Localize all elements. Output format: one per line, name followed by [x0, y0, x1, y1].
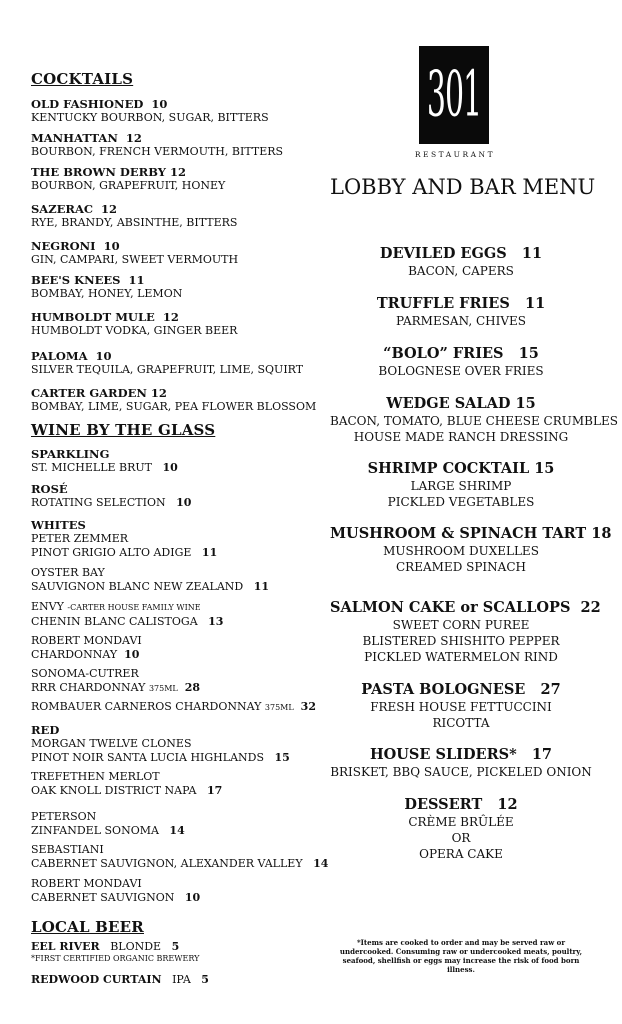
food-price: 18: [591, 525, 612, 542]
wine-item: [31, 532, 217, 560]
wine-category-label: WHITES: [31, 518, 86, 532]
wine-price: 11: [201, 546, 218, 559]
cocktail-name: BEE'S KNEES: [31, 273, 121, 287]
wine-producer: SONOMA-CUTRER: [31, 667, 139, 680]
wine-line: CHARDONNAY: [31, 648, 118, 661]
food-desc: RICOTTA: [432, 716, 490, 730]
food-title: TRUFFLE FRIES: [376, 295, 510, 312]
cocktail-desc: BOURBON, GRAPEFRUIT, HONEY: [31, 179, 226, 192]
beer-item: [31, 973, 209, 987]
food-price: 15: [518, 345, 539, 362]
cocktail-price: 10: [103, 239, 120, 253]
menu-title: LOBBY AND BAR MENU: [330, 175, 596, 199]
food-desc: BLISTERED SHISHITO PEPPER: [362, 634, 560, 648]
food-price: 22: [580, 599, 601, 616]
cocktail-name: OLD FASHIONED: [31, 97, 144, 111]
beer-heading: LOCAL BEER: [31, 918, 144, 936]
cocktail-price: 12: [162, 310, 179, 324]
food-desc: BRISKET, BBQ SAUCE, PICKELED ONION: [330, 765, 592, 779]
food-price: 17: [531, 746, 553, 763]
wine-item: [31, 877, 200, 905]
food-desc: SWEET CORN PUREE: [392, 618, 530, 632]
food-price: 15: [515, 395, 536, 412]
disclaimer-mark: *: [356, 938, 361, 947]
cocktail-item: [31, 349, 303, 377]
food-desc: OPERA CAKE: [419, 847, 503, 861]
wine-line: CABERNET SAUVIGNON: [31, 891, 175, 904]
wine-price: 17: [206, 784, 223, 797]
wine-price: 10: [176, 496, 192, 509]
food-item: [330, 460, 592, 510]
wine-item: [31, 843, 328, 871]
food-item: [330, 525, 612, 575]
cocktail-name: THE BROWN DERBY: [31, 165, 166, 179]
wine-price: 15: [274, 751, 290, 764]
wine-producer: SEBASTIANI: [31, 843, 104, 856]
food-price: 12: [497, 796, 518, 813]
wine-heading: WINE BY THE GLASS: [31, 421, 216, 439]
food-title: SALMON CAKE or SCALLOPS: [330, 599, 571, 616]
cocktail-price: 10: [151, 97, 168, 111]
wine-producer: ROBERT MONDAVI: [31, 634, 142, 647]
cocktail-desc: SILVER TEQUILA, GRAPEFRUIT, LIME, SQUIRT: [31, 363, 304, 376]
wine-producer: ENVY: [31, 600, 64, 613]
cocktail-price: 12: [101, 202, 118, 216]
cocktail-price: 12: [150, 386, 167, 400]
wine-sparkling: [31, 447, 178, 475]
wine-item: [31, 634, 142, 662]
cocktail-desc: RYE, BRANDY, ABSINTHE, BITTERS: [31, 216, 238, 229]
cocktail-desc: BOMBAY, LIME, SUGAR, PEA FLOWER BLOSSOM: [31, 400, 317, 413]
wine-item: [31, 566, 269, 594]
beer-name: REDWOOD CURTAIN: [31, 973, 162, 986]
food-desc: BOLOGNESE OVER FRIES: [378, 364, 544, 378]
disclaimer: [330, 938, 592, 974]
food-title: SHRIMP COCKTAIL: [367, 460, 530, 477]
food-price: 11: [525, 295, 546, 312]
cocktail-price: 11: [128, 273, 145, 287]
wine-price: 10: [184, 891, 201, 904]
cocktail-desc: BOMBAY, HONEY, LEMON: [31, 287, 183, 300]
cocktail-desc: HUMBOLDT VODKA, GINGER BEER: [31, 324, 238, 337]
cocktail-name: PALOMA: [31, 349, 88, 363]
wine-line: ST. MICHELLE BRUT: [31, 461, 153, 474]
food-desc: BACON, CAPERS: [408, 264, 514, 278]
cocktail-name: MANHATTAN: [31, 131, 118, 145]
beer-item: [31, 940, 199, 964]
food-price: 11: [521, 245, 543, 262]
food-item: [330, 245, 592, 279]
wine-price: 14: [169, 824, 185, 837]
food-title: DESSERT: [404, 796, 483, 813]
cocktails-heading: COCKTAILS: [31, 70, 134, 88]
cocktail-price: 10: [95, 349, 112, 363]
food-item: [330, 599, 601, 665]
food-title: DEVILED EGGS: [379, 245, 507, 262]
wine-size: 375ML: [148, 684, 178, 693]
food-item: [330, 345, 592, 379]
cocktail-price: 12: [125, 131, 142, 145]
beer-price: 5: [171, 940, 180, 953]
wine-item: [31, 810, 185, 838]
wine-line: CABERNET SAUVIGNON, ALEXANDER VALLEY: [31, 857, 303, 870]
wine-price: 11: [253, 580, 270, 593]
cocktail-item: [31, 310, 237, 338]
cocktail-desc: BOURBON, FRENCH VERMOUTH, BITTERS: [31, 145, 284, 158]
cocktail-name: HUMBOLDT MULE: [31, 310, 155, 324]
cocktail-desc: KENTUCKY BOURBON, SUGAR, BITTERS: [31, 111, 269, 124]
cocktail-item: [31, 273, 182, 301]
wine-note: -CARTER HOUSE FAMILY WINE: [67, 603, 201, 612]
wine-line: ROTATING SELECTION: [31, 496, 166, 509]
wine-rose: [31, 482, 191, 510]
wine-line: OAK KNOLL DISTRICT NAPA: [31, 784, 197, 797]
wine-item: [31, 600, 223, 629]
wine-producer: TREFETHEN MERLOT: [31, 770, 160, 783]
food-item: [330, 395, 618, 445]
food-desc: PICKLED WATERMELON RIND: [364, 650, 558, 664]
wine-category-label: SPARKLING: [31, 447, 110, 461]
cocktail-name: SAZERAC: [31, 202, 94, 216]
wine-item: [31, 700, 316, 715]
wine-producer: ROBERT MONDAVI: [31, 877, 142, 890]
food-desc: LARGE SHRIMP: [410, 479, 512, 493]
food-desc: FRESH HOUSE FETTUCCINI: [370, 700, 552, 714]
food-desc: PARMESAN, CHIVES: [395, 314, 526, 328]
logo-number: 301: [426, 58, 482, 132]
food-title: HOUSE SLIDERS*: [369, 746, 517, 763]
beer-price: 5: [201, 973, 209, 986]
food-item: [330, 681, 592, 731]
wine-line: PINOT GRIGIO ALTO ADIGE: [31, 546, 192, 559]
disclaimer-text: Items are cooked to order and may be served raw or undercooked. Consuming raw or undercooked meats, poultry, seafood, shellfish or eggs may increase the risk of food born illness.: [339, 938, 583, 974]
food-title: MUSHROOM & SPINACH TART: [330, 525, 587, 542]
wine-line: PINOT NOIR SANTA LUCIA HIGHLANDS: [31, 751, 264, 764]
food-title: “BOLO” FRIES: [383, 345, 504, 362]
wine-price: 10: [124, 648, 140, 661]
logo-subtitle: RESTAURANT: [414, 150, 496, 159]
wine-price: 10: [162, 461, 178, 474]
food-title: WEDGE SALAD: [386, 395, 511, 412]
food-desc: HOUSE MADE RANCH DRESSING: [353, 430, 569, 444]
wine-price: 32: [300, 700, 316, 713]
beer-note: FIRST CERTIFIED ORGANIC BREWERY: [35, 954, 200, 963]
food-desc: MUSHROOM DUXELLES: [383, 544, 539, 558]
wine-line: RRR CHARDONNAY: [31, 681, 146, 694]
wine-price: 13: [208, 615, 224, 628]
wine-line: ROMBAUER CARNEROS CHARDONNAY: [31, 700, 262, 713]
wine-category-label: RED: [31, 723, 60, 737]
wine-producer: MORGAN TWELVE CLONES: [31, 737, 192, 750]
cocktail-desc: GIN, CAMPARI, SWEET VERMOUTH: [31, 253, 239, 266]
beer-style: BLONDE: [110, 940, 162, 953]
food-item: [330, 746, 592, 780]
wine-size: 375ML: [264, 703, 294, 712]
food-desc: PICKLED VEGETABLES: [387, 495, 535, 509]
wine-item: [31, 667, 200, 696]
cocktail-item: [31, 97, 269, 125]
food-price: 15: [534, 460, 555, 477]
food-item: [330, 295, 592, 329]
wine-category-label: ROSÉ: [31, 482, 68, 496]
cocktail-item: [31, 239, 238, 267]
beer-note-mark: *: [31, 954, 35, 963]
wine-price: 28: [184, 681, 201, 694]
beer-name: EEL RIVER: [31, 940, 100, 953]
food-desc: CREAMED SPINACH: [396, 560, 526, 574]
wine-line: CHENIN BLANC CALISTOGA: [31, 615, 198, 628]
wine-item: [31, 737, 290, 765]
cocktail-item: [31, 131, 283, 159]
food-item: [330, 796, 592, 862]
cocktail-item: [31, 202, 237, 230]
cocktail-name: CARTER GARDEN: [31, 386, 147, 400]
beer-style: IPA: [172, 973, 191, 986]
food-price: 27: [540, 681, 561, 698]
restaurant-logo: [419, 46, 489, 144]
wine-producer: PETERSON: [31, 810, 97, 823]
cocktail-item: [31, 165, 225, 193]
food-title: PASTA BOLOGNESE: [361, 681, 526, 698]
food-desc: BACON, TOMATO, BLUE CHEESE CRUMBLES: [330, 414, 618, 428]
cocktail-item: [31, 386, 316, 414]
food-desc: CRÈME BRÛLÉE: [408, 815, 514, 829]
wine-line: ZINFANDEL SONOMA: [31, 824, 159, 837]
cocktail-name: NEGRONI: [31, 239, 96, 253]
food-desc: OR: [451, 831, 471, 845]
wine-line: SAUVIGNON BLANC NEW ZEALAND: [31, 580, 244, 593]
wine-price: 14: [313, 857, 329, 870]
wine-item: [31, 770, 222, 798]
cocktail-price: 12: [169, 165, 186, 179]
wine-producer: OYSTER BAY: [31, 566, 105, 579]
wine-producer: PETER ZEMMER: [31, 532, 129, 545]
